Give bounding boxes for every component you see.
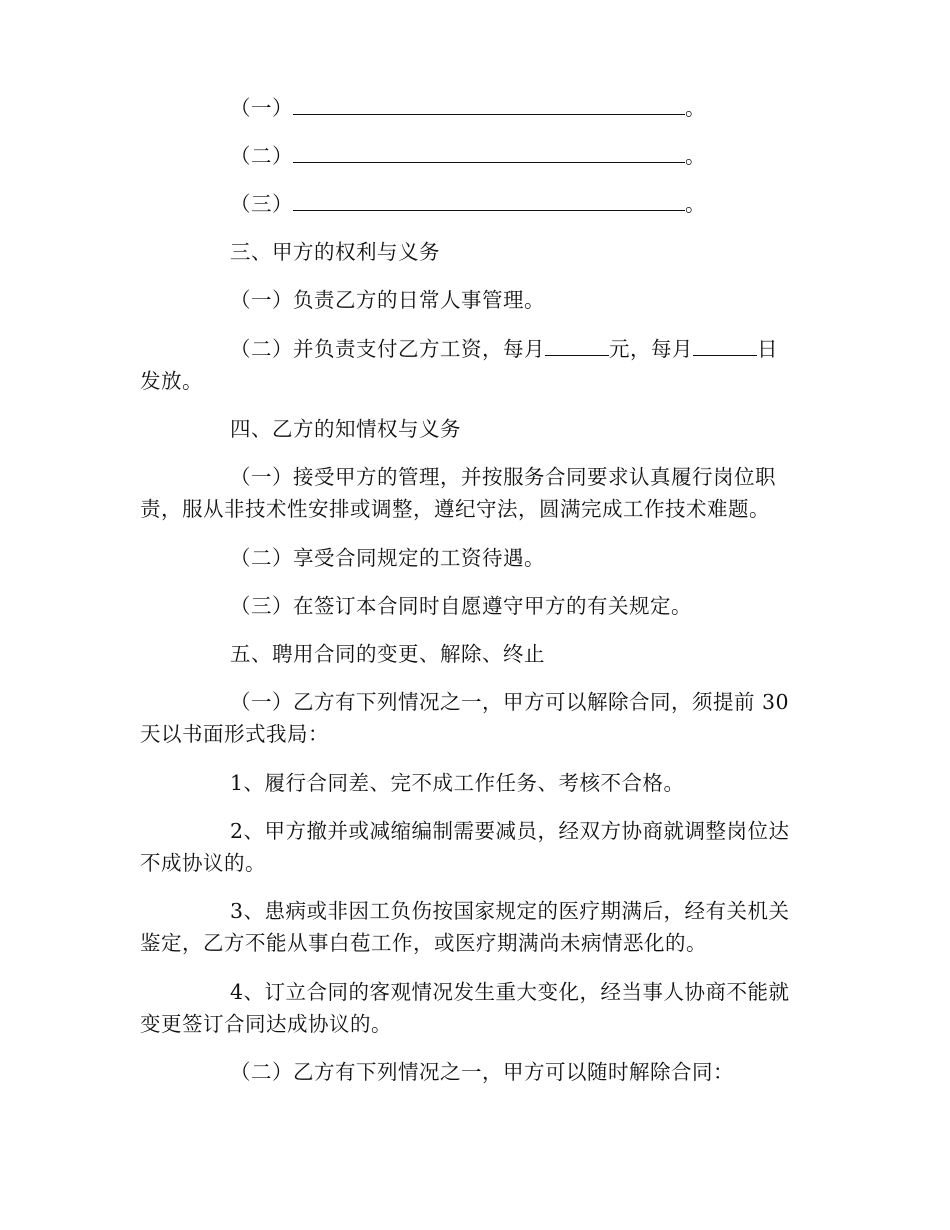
s3-item-2-cont: 发放。 <box>140 369 203 393</box>
s5-sub-1: 1、履行合同差、完不成工作任务、考核不合格。 <box>230 771 685 795</box>
fill-item-2-end: 。 <box>685 144 706 168</box>
fill-blank-3[interactable] <box>293 192 685 211</box>
s5-sub-2-line-1: 2、甲方撤并或减缩编制需要减员，经双方协商就调整岗位达 <box>230 819 790 843</box>
s4-item-2: （二）享受合同规定的工资待遇。 <box>230 546 545 570</box>
fill-blank-2[interactable] <box>293 144 685 163</box>
s5-item-1-line-2: 天以书面形式我局： <box>140 722 329 746</box>
fill-item-3-prefix: （三） <box>230 192 293 216</box>
fill-blank-1[interactable] <box>293 96 685 115</box>
s4-item-3: （三）在签订本合同时自愿遵守甲方的有关规定。 <box>230 594 692 618</box>
s5-sub-3-line-1: 3、患病或非因工负伤按国家规定的医疗期满后，经有关机关 <box>230 899 790 923</box>
s4-item-1-line-1: （一）接受甲方的管理，并按服务合同要求认真履行岗位职 <box>230 465 776 489</box>
s3-item-2-text-a: （二）并负责支付乙方工资，每月 <box>230 337 545 361</box>
s3-item-2 <box>230 337 778 361</box>
fill-item-3-end: 。 <box>685 192 706 216</box>
s5-sub-4-line-1: 4、订立合同的客观情况发生重大变化，经当事人协商不能就 <box>230 980 790 1004</box>
salary-amount-blank[interactable] <box>545 337 609 356</box>
section-4-heading: 四、乙方的知情权与义务 <box>230 417 461 441</box>
section-3-heading: 三、甲方的权利与义务 <box>230 240 440 264</box>
s3-item-1: （一）负责乙方的日常人事管理。 <box>230 288 545 312</box>
fill-item-2 <box>230 144 706 168</box>
fill-item-2-prefix: （二） <box>230 144 293 168</box>
s5-sub-4-line-2: 变更签订合同达成协议的。 <box>140 1012 392 1036</box>
s5-sub-2-line-2: 不成协议的。 <box>140 851 266 875</box>
pay-day-blank[interactable] <box>693 337 757 356</box>
s5-item-2: （二）乙方有下列情况之一，甲方可以随时解除合同： <box>230 1060 734 1084</box>
section-5-heading: 五、聘用合同的变更、解除、终止 <box>230 642 545 666</box>
s3-item-2-text-b: 元，每月 <box>609 337 693 361</box>
fill-item-1 <box>230 96 706 120</box>
fill-item-3 <box>230 192 706 216</box>
s4-item-1-line-2: 责，服从非技术性安排或调整，遵纪守法，圆满完成工作技术难题。 <box>140 497 770 521</box>
s5-item-1-line-1: （一）乙方有下列情况之一，甲方可以解除合同，须提前 30 <box>230 690 790 714</box>
s5-sub-3-line-2: 鉴定，乙方不能从事白苞工作，或医疗期满尚未病情恶化的。 <box>140 931 707 955</box>
fill-item-1-prefix: （一） <box>230 96 293 120</box>
fill-item-1-end: 。 <box>685 96 706 120</box>
s3-item-2-text-c: 日 <box>757 337 778 361</box>
